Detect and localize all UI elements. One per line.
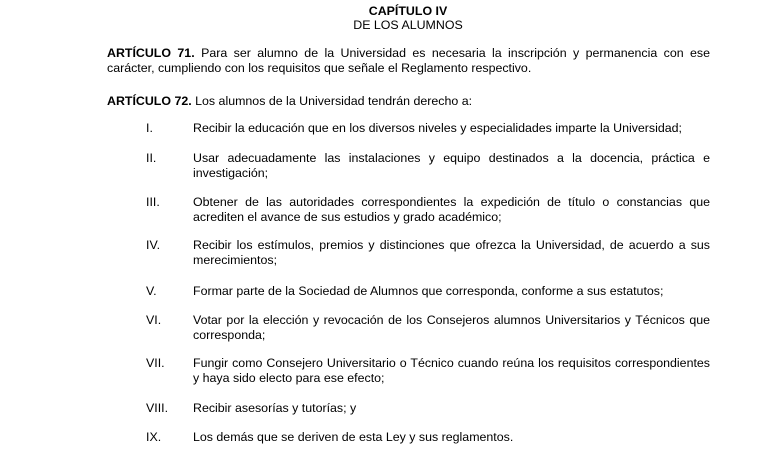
list-item-text: Formar parte de la Sociedad de Alumnos que corresponda, conforme a sus estatutos; bbox=[193, 284, 664, 298]
article-label: ARTÍCULO 71. bbox=[107, 46, 195, 60]
list-item-text: Recibir los estímulos, premios y distinciones que ofrezca la Universidad, de acuerdo a sus merecimientos; bbox=[193, 238, 710, 267]
list-numeral: IX. bbox=[146, 430, 162, 444]
list-numeral: III. bbox=[146, 195, 160, 209]
article-text: Los alumnos de la Universidad tendrán derecho a: bbox=[195, 94, 473, 108]
list-numeral: II. bbox=[146, 151, 157, 165]
list-item-text: Usar adecuadamente las instalaciones y equipo destinados a la docencia, práctica e investigación; bbox=[193, 151, 710, 180]
article-72 bbox=[107, 94, 710, 109]
list-numeral: I. bbox=[146, 121, 153, 135]
article-text: Para ser alumno de la Universidad es necesaria la inscripción y permanencia con ese carácter, cumpliendo con los requisitos que señale el Reglamento respectivo. bbox=[107, 46, 710, 75]
chapter-subtitle: DE LOS ALUMNOS bbox=[353, 18, 463, 32]
chapter-heading bbox=[0, 4, 781, 32]
list-numeral: IV. bbox=[146, 238, 161, 252]
chapter-title: CAPÍTULO IV bbox=[368, 4, 448, 18]
list-numeral: VII. bbox=[146, 356, 165, 370]
list-item-text: Recibir la educación que en los diversos niveles y especialidades imparte la Universidad; bbox=[193, 121, 683, 135]
list-item-text: Recibir asesorías y tutorías; y bbox=[193, 401, 357, 415]
list-item-text: Fungir como Consejero Universitario o Técnico cuando reúna los requisitos correspondientes y haya sido electo para ese efecto; bbox=[193, 356, 710, 385]
article-71 bbox=[107, 46, 710, 75]
list-numeral: V. bbox=[146, 284, 157, 298]
list-item-text: Los demás que se deriven de esta Ley y sus reglamentos. bbox=[193, 430, 514, 444]
list-numeral: VIII. bbox=[146, 401, 169, 415]
list-numeral: VI. bbox=[146, 313, 162, 327]
article-label: ARTÍCULO 72. bbox=[107, 94, 192, 108]
list-item-text: Obtener de las autoridades correspondientes la expedición de título o constancias que acrediten el avance de sus estudios y grado académico; bbox=[193, 195, 710, 224]
list-item-text: Votar por la elección y revocación de los Consejeros alumnos Universitarios y Técnicos que corresponda; bbox=[193, 313, 710, 342]
